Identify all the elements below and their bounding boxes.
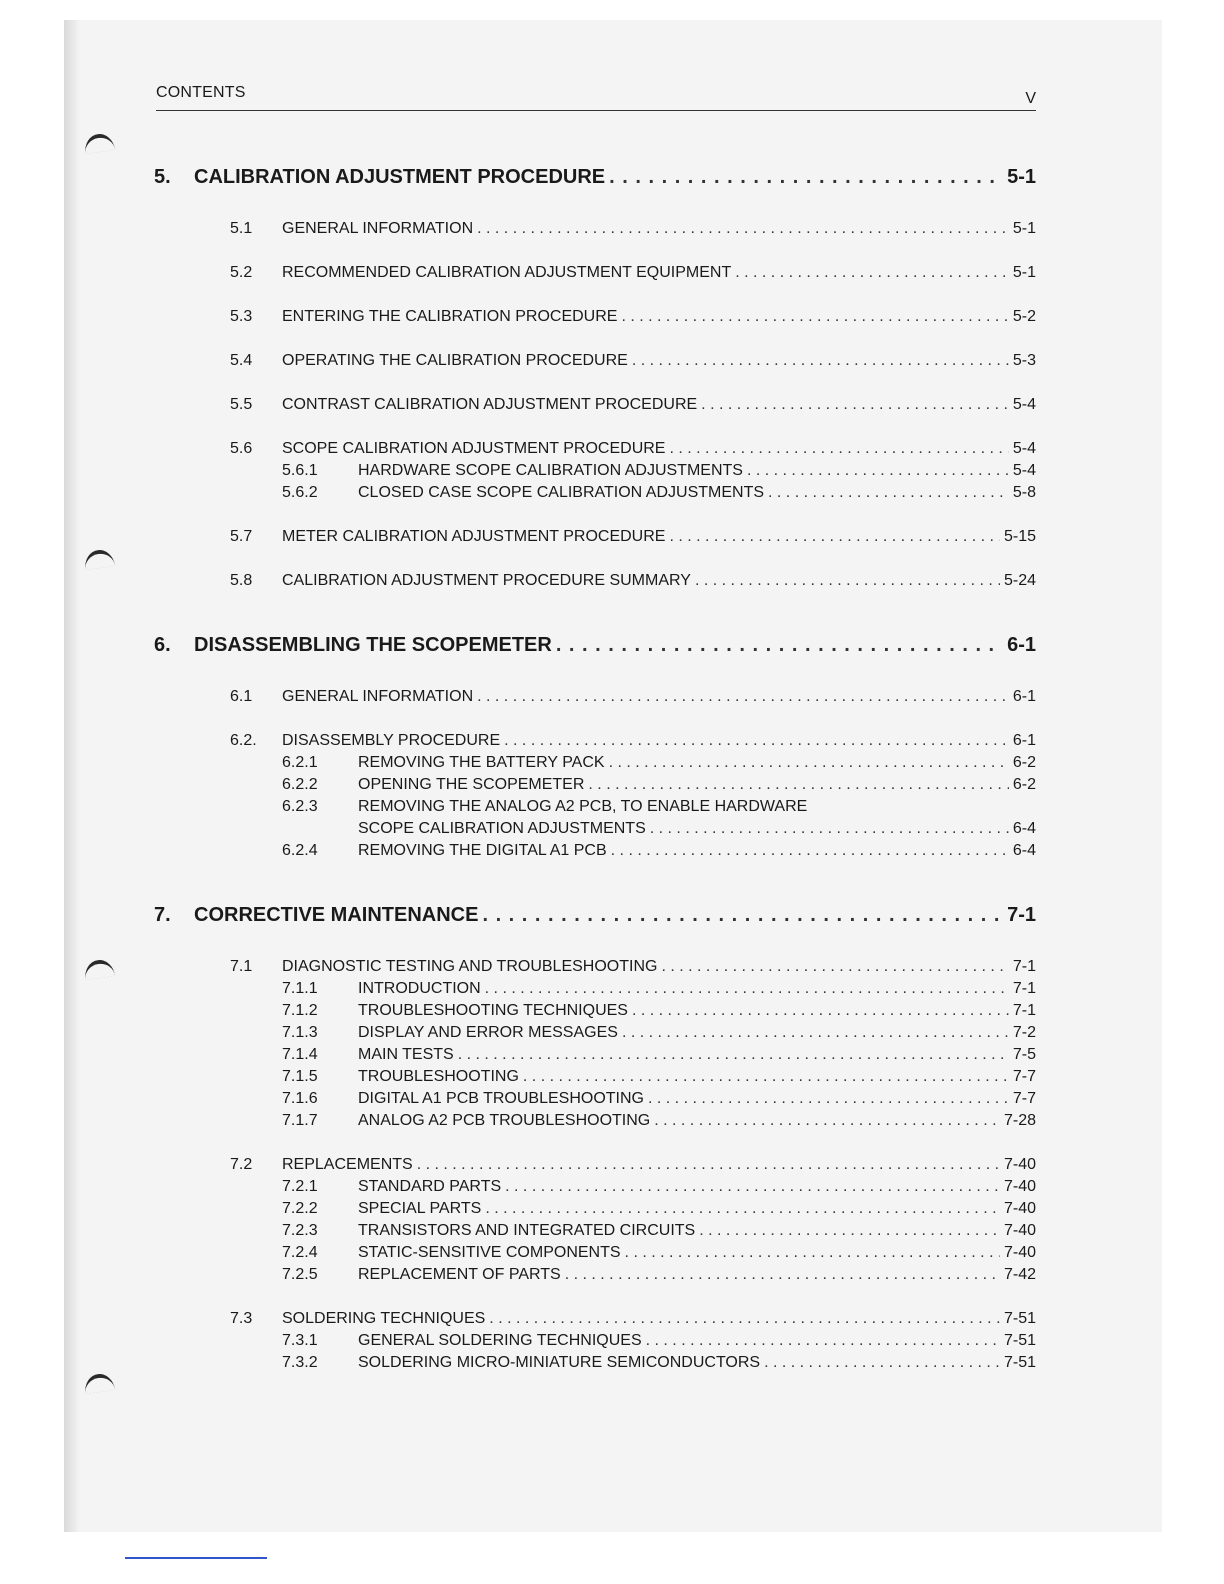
- toc-entry-number: 5.: [154, 166, 171, 188]
- toc-entry-title: REMOVING THE DIGITAL A1 PCB: [358, 842, 607, 859]
- page-header: [156, 84, 1036, 111]
- toc-entry-title: REMOVING THE ANALOG A2 PCB, TO ENABLE HARDWARE: [358, 798, 808, 815]
- toc-entry-title: TROUBLESHOOTING TECHNIQUES: [358, 1002, 628, 1019]
- toc-leader-dots: [482, 904, 1003, 927]
- toc-page-number: 5-4: [1012, 396, 1036, 413]
- toc-entry-number: 7.1.1: [282, 980, 318, 997]
- toc-section-entry[interactable]: [154, 396, 1036, 418]
- toc-entry-number: 7.: [154, 904, 171, 926]
- toc-leader-dots: [625, 1244, 1000, 1262]
- toc-subsection-entry[interactable]: [154, 798, 1036, 820]
- toc-entry-title: MAIN TESTS: [358, 1046, 454, 1063]
- toc-entry-title: TROUBLESHOOTING: [358, 1068, 519, 1085]
- toc-subsection-entry[interactable]: [154, 1332, 1036, 1354]
- toc-entry-number: 7.2.4: [282, 1244, 318, 1261]
- toc-leader-dots: [417, 1156, 1000, 1174]
- toc-page-number: 6-1: [1012, 732, 1036, 749]
- toc-entry-title: REPLACEMENTS: [282, 1156, 413, 1173]
- toc-page-number: 7-51: [1003, 1310, 1036, 1327]
- toc-section-entry[interactable]: [154, 1310, 1036, 1332]
- link-underline: [125, 1557, 267, 1559]
- toc-section-entry[interactable]: [154, 352, 1036, 374]
- toc-entry-number: 7.2: [230, 1156, 253, 1173]
- toc-leader-dots: [505, 1178, 1000, 1196]
- toc-entry-title: CALIBRATION ADJUSTMENT PROCEDURE SUMMARY: [282, 572, 691, 589]
- toc-entry-number: 7.1: [230, 958, 253, 975]
- toc-entry-number: 6.1: [230, 688, 253, 705]
- toc-entry-number: 7.1.5: [282, 1068, 318, 1085]
- toc-section-entry[interactable]: [154, 1156, 1036, 1178]
- toc-subsection-entry[interactable]: [154, 1090, 1036, 1112]
- toc-subsection-entry[interactable]: [154, 484, 1036, 506]
- toc-page-number: 7-7: [1012, 1090, 1036, 1107]
- toc-leader-dots: [764, 1354, 1000, 1372]
- toc-subsection-entry[interactable]: [154, 1354, 1036, 1376]
- toc-page-number: 7-28: [1003, 1112, 1036, 1129]
- toc-leader-dots: [523, 1068, 1009, 1086]
- toc-entry-title: REMOVING THE BATTERY PACK: [358, 754, 605, 771]
- toc-leader-dots: [485, 1200, 1000, 1218]
- toc-entry-title: SPECIAL PARTS: [358, 1200, 482, 1217]
- toc-entry-title: GENERAL SOLDERING TECHNIQUES: [358, 1332, 642, 1349]
- toc-leader-dots: [489, 1310, 1000, 1328]
- toc-section-entry[interactable]: [154, 440, 1036, 462]
- toc-leader-dots: [621, 308, 1008, 326]
- toc-chapter-entry[interactable]: [154, 634, 1036, 666]
- toc-leader-dots: [735, 264, 1009, 282]
- toc-page-number: 7-40: [1003, 1156, 1036, 1173]
- toc-section-entry[interactable]: [154, 308, 1036, 330]
- toc-page-number: 5-1: [1012, 220, 1036, 237]
- toc-leader-dots: [609, 166, 1003, 189]
- toc-entry-number: 5.6: [230, 440, 253, 457]
- toc-entry-number: 6.2.: [230, 732, 257, 749]
- toc-entry-number: 7.1.7: [282, 1112, 318, 1129]
- toc-leader-dots: [458, 1046, 1009, 1064]
- toc-subsection-entry[interactable]: [154, 842, 1036, 864]
- toc-page-number: 6-4: [1012, 842, 1036, 859]
- toc-entry-title: SOLDERING TECHNIQUES: [282, 1310, 486, 1327]
- toc-chapter-entry[interactable]: [154, 904, 1036, 936]
- toc-entry-title: TRANSISTORS AND INTEGRATED CIRCUITS: [358, 1222, 696, 1239]
- toc-entry-number: 7.1.6: [282, 1090, 318, 1107]
- toc-subsection-entry[interactable]: [154, 1266, 1036, 1288]
- toc-leader-dots: [699, 1222, 1000, 1240]
- toc-entry-title: DISPLAY AND ERROR MESSAGES: [358, 1024, 618, 1041]
- toc-page-number: 7-42: [1003, 1266, 1036, 1283]
- toc-leader-dots: [646, 1332, 1000, 1350]
- page-number: V: [1025, 90, 1036, 107]
- toc-entry-number: 7.2.5: [282, 1266, 318, 1283]
- toc-section-entry[interactable]: [154, 220, 1036, 242]
- toc-leader-dots: [611, 842, 1009, 860]
- toc-page-number: 5-1: [1012, 264, 1036, 281]
- toc-entry-title: SCOPE CALIBRATION ADJUSTMENT PROCEDURE: [282, 440, 666, 457]
- toc-subsection-entry[interactable]: [154, 1024, 1036, 1046]
- toc-page-number: 7-40: [1003, 1178, 1036, 1195]
- toc-entry-title: REPLACEMENT OF PARTS: [358, 1266, 561, 1283]
- toc-entry-number: 5.6.2: [282, 484, 318, 501]
- toc-page-number: 6-2: [1012, 776, 1036, 793]
- toc-page-number: 5-2: [1012, 308, 1036, 325]
- toc-entry-title: GENERAL INFORMATION: [282, 220, 474, 237]
- toc-leader-dots: [669, 528, 1000, 546]
- toc-page-number: 7-2: [1012, 1024, 1036, 1041]
- toc-leader-dots: [622, 1024, 1009, 1042]
- toc-leader-dots: [609, 754, 1009, 772]
- toc-entry-number: 6.2.2: [282, 776, 318, 793]
- toc-page-number: 5-4: [1012, 440, 1036, 457]
- toc-entry-title: OPENING THE SCOPEMETER: [358, 776, 585, 793]
- header-title: CONTENTS: [156, 84, 246, 101]
- toc-entry-title: CONTRAST CALIBRATION ADJUSTMENT PROCEDURE: [282, 396, 698, 413]
- toc-entry-number: 7.3.1: [282, 1332, 318, 1349]
- toc-page-number: 6-2: [1012, 754, 1036, 771]
- toc-page-number: 7-7: [1012, 1068, 1036, 1085]
- toc-subsection-entry[interactable]: [154, 1244, 1036, 1266]
- toc-entry-title: METER CALIBRATION ADJUSTMENT PROCEDURE: [282, 528, 666, 545]
- toc-entry-number: 7.2.2: [282, 1200, 318, 1217]
- toc-section-entry[interactable]: [154, 572, 1036, 594]
- toc-entry-number: 5.6.1: [282, 462, 318, 479]
- toc-section-entry[interactable]: [154, 528, 1036, 550]
- toc-leader-dots: [565, 1266, 1000, 1284]
- toc-page-number: 7-5: [1012, 1046, 1036, 1063]
- toc-subsection-entry[interactable]: [154, 1068, 1036, 1090]
- toc-entry-title: DISASSEMBLY PROCEDURE: [282, 732, 501, 749]
- toc-entry-number: 7.1.4: [282, 1046, 318, 1063]
- toc-page-number: 7-1: [1012, 958, 1036, 975]
- toc-entry-title: DIAGNOSTIC TESTING AND TROUBLESHOOTING: [282, 958, 658, 975]
- toc-page-number: 6-1: [1012, 688, 1036, 705]
- toc-subsection-entry[interactable]: [154, 462, 1036, 484]
- toc-subsection-entry[interactable]: [154, 980, 1036, 1002]
- toc-leader-dots: [650, 820, 1009, 838]
- toc-page-number: 7-1: [1012, 980, 1036, 997]
- toc-entry-number: 5.1: [230, 220, 253, 237]
- toc-leader-dots: [556, 634, 1003, 657]
- toc-page-number: 5-24: [1003, 572, 1036, 589]
- toc-page-number: 5-15: [1003, 528, 1036, 545]
- toc-page-number: 5-4: [1012, 462, 1036, 479]
- toc-entry-title: CLOSED CASE SCOPE CALIBRATION ADJUSTMENTS: [358, 484, 765, 501]
- toc-subsection-entry[interactable]: [154, 1200, 1036, 1222]
- toc-leader-dots: [477, 220, 1009, 238]
- toc-page-number: 6-1: [1007, 634, 1036, 656]
- toc-subsection-entry[interactable]: [154, 754, 1036, 776]
- toc-leader-dots: [701, 396, 1009, 414]
- toc-entry-title: ANALOG A2 PCB TROUBLESHOOTING: [358, 1112, 651, 1129]
- toc-entry-number: 7.3.2: [282, 1354, 318, 1371]
- toc-page-number: 7-40: [1003, 1222, 1036, 1239]
- toc-page-number: 7-40: [1003, 1200, 1036, 1217]
- toc-page-number: 7-1: [1007, 904, 1036, 926]
- toc-page-number: 7-1: [1012, 1002, 1036, 1019]
- toc-page-number: 7-40: [1003, 1244, 1036, 1261]
- toc-page-number: 5-3: [1012, 352, 1036, 369]
- toc-entry-title: DIGITAL A1 PCB TROUBLESHOOTING: [358, 1090, 644, 1107]
- toc-entry-number: 7.2.3: [282, 1222, 318, 1239]
- toc-leader-dots: [485, 980, 1009, 998]
- toc-leader-dots: [669, 440, 1008, 458]
- toc-chapter-entry[interactable]: [154, 166, 1036, 198]
- toc-leader-dots: [661, 958, 1008, 976]
- toc-entry-number: 5.4: [230, 352, 253, 369]
- toc-page-number: 5-8: [1012, 484, 1036, 501]
- toc-leader-dots: [632, 352, 1009, 370]
- toc-subsection-entry[interactable]: [154, 1222, 1036, 1244]
- toc-entry-title: RECOMMENDED CALIBRATION ADJUSTMENT EQUIPMENT: [282, 264, 732, 281]
- toc-entry-number: 7.1.2: [282, 1002, 318, 1019]
- toc-entry-number: 6.: [154, 634, 171, 656]
- toc-entry-number: 7.1.3: [282, 1024, 318, 1041]
- toc-entry-title: SOLDERING MICRO-MINIATURE SEMICONDUCTORS: [358, 1354, 761, 1371]
- toc-entry-title: ENTERING THE CALIBRATION PROCEDURE: [282, 308, 618, 325]
- toc-leader-dots: [747, 462, 1009, 480]
- toc-section-entry[interactable]: [154, 958, 1036, 980]
- toc-subsection-entry[interactable]: [154, 1112, 1036, 1134]
- table-of-contents: [154, 166, 1036, 1376]
- toc-leader-dots: [477, 688, 1009, 706]
- toc-subsection-entry[interactable]: [154, 776, 1036, 798]
- toc-entry-number: 5.8: [230, 572, 253, 589]
- toc-entry-number: 5.7: [230, 528, 253, 545]
- toc-page-number: 5-1: [1007, 166, 1036, 188]
- toc-entry-number: 7.3: [230, 1310, 253, 1327]
- toc-entry-number: 5.5: [230, 396, 253, 413]
- toc-subsection-entry[interactable]: [154, 1002, 1036, 1024]
- toc-entry-number: 5.3: [230, 308, 253, 325]
- toc-entry-number: 6.2.4: [282, 842, 318, 859]
- toc-entry-title: CALIBRATION ADJUSTMENT PROCEDURE: [194, 166, 606, 188]
- toc-leader-dots: [695, 572, 1000, 590]
- toc-entry-title: OPERATING THE CALIBRATION PROCEDURE: [282, 352, 628, 369]
- toc-entry-title: CORRECTIVE MAINTENANCE: [194, 904, 479, 926]
- toc-leader-dots: [588, 776, 1008, 794]
- toc-leader-dots: [632, 1002, 1009, 1020]
- toc-page-number: 7-51: [1003, 1354, 1036, 1371]
- toc-leader-dots: [654, 1112, 1000, 1130]
- toc-entry-title: INTRODUCTION: [358, 980, 481, 997]
- toc-entry-number: 6.2.1: [282, 754, 318, 771]
- toc-section-entry[interactable]: [154, 732, 1036, 754]
- toc-page-number: 6-4: [1012, 820, 1036, 837]
- toc-entry-number: 7.2.1: [282, 1178, 318, 1195]
- toc-subsection-entry-continued[interactable]: [154, 820, 1036, 842]
- toc-entry-title: HARDWARE SCOPE CALIBRATION ADJUSTMENTS: [358, 462, 743, 479]
- toc-leader-dots: [648, 1090, 1009, 1108]
- toc-entry-title: DISASSEMBLING THE SCOPEMETER: [194, 634, 552, 656]
- toc-entry-title: STATIC-SENSITIVE COMPONENTS: [358, 1244, 621, 1261]
- toc-entry-number: 5.2: [230, 264, 253, 281]
- toc-entry-title: STANDARD PARTS: [358, 1178, 502, 1195]
- toc-section-entry[interactable]: [154, 688, 1036, 710]
- toc-page-number: 7-51: [1003, 1332, 1036, 1349]
- toc-subsection-entry[interactable]: [154, 1178, 1036, 1200]
- toc-leader-dots: [504, 732, 1009, 750]
- toc-section-entry[interactable]: [154, 264, 1036, 286]
- toc-entry-title: GENERAL INFORMATION: [282, 688, 474, 705]
- toc-entry-number: 6.2.3: [282, 798, 318, 815]
- page-edge-shadow: [64, 20, 80, 1532]
- toc-entry-title-continued: SCOPE CALIBRATION ADJUSTMENTS: [358, 820, 646, 837]
- toc-subsection-entry[interactable]: [154, 1046, 1036, 1068]
- toc-leader-dots: [768, 484, 1009, 502]
